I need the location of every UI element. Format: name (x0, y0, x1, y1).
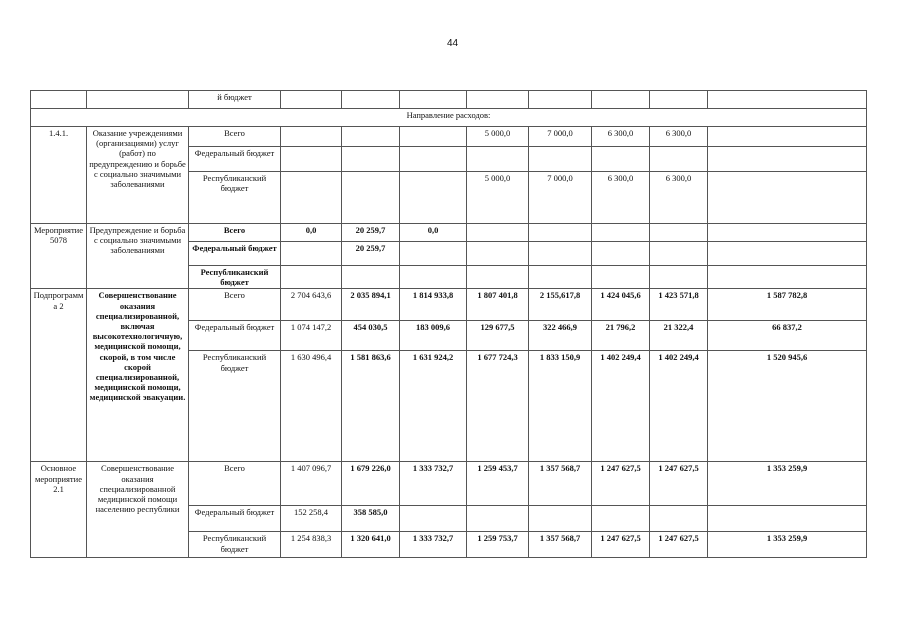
empty-cell (529, 224, 592, 242)
empty-cell (467, 224, 529, 242)
empty-cell (529, 147, 592, 172)
source-cell: Всего (189, 224, 281, 242)
row-code: Мероприятие 5078 (31, 224, 87, 289)
value-cell (400, 127, 467, 147)
empty-cell (467, 242, 529, 266)
value-cell (342, 172, 400, 224)
empty-cell (592, 242, 650, 266)
empty-cell (708, 266, 867, 289)
row-code: Основное мероприятие 2.1 (31, 462, 87, 558)
value-cell (400, 172, 467, 224)
empty-cell (650, 242, 708, 266)
empty-cell (342, 91, 400, 109)
table-row (31, 91, 867, 109)
empty-cell (592, 224, 650, 242)
empty-cell (281, 242, 342, 266)
empty-cell (592, 266, 650, 289)
table-row (31, 109, 867, 127)
empty-cell (31, 91, 87, 109)
row-code: 1.4.1. (31, 127, 87, 224)
value-cell: 1 320 641,0 (342, 532, 400, 558)
empty-cell (400, 91, 467, 109)
value-cell: 1 677 724,3 (467, 351, 529, 462)
source-cell: Федеральный бюджет (189, 506, 281, 532)
value-cell: 5 000,0 (467, 172, 529, 224)
value-cell: 2 155,617,8 (529, 289, 592, 321)
table-row (31, 462, 867, 506)
table-row (31, 127, 867, 147)
empty-cell (281, 147, 342, 172)
value-cell (281, 127, 342, 147)
value-cell (281, 172, 342, 224)
value-cell: 0,0 (281, 224, 342, 242)
value-cell: 21 322,4 (650, 321, 708, 351)
value-cell: 1 353 259,9 (708, 532, 867, 558)
source-cell: Федеральный бюджет (189, 147, 281, 172)
value-cell: 66 837,2 (708, 321, 867, 351)
empty-cell (467, 506, 529, 532)
empty-cell (592, 147, 650, 172)
value-cell: 2 035 894,1 (342, 289, 400, 321)
row-name: Оказание учреждениями (организациями) услуг (работ) по предупреждению и борьбе с социально значимыми заболеваниями (87, 127, 189, 224)
empty-cell (467, 91, 529, 109)
value-cell: 21 796,2 (592, 321, 650, 351)
value-cell: 1 247 627,5 (592, 462, 650, 506)
empty-cell (87, 91, 189, 109)
value-cell: 6 300,0 (650, 172, 708, 224)
empty-cell (342, 147, 400, 172)
value-cell: 1 587 782,8 (708, 289, 867, 321)
empty-cell (592, 91, 650, 109)
empty-cell (281, 91, 342, 109)
value-cell: 7 000,0 (529, 127, 592, 147)
section-heading: Направление расходов: (31, 109, 867, 127)
value-cell: 1 247 627,5 (650, 532, 708, 558)
value-cell: 1 254 838,3 (281, 532, 342, 558)
empty-cell (400, 147, 467, 172)
value-cell (342, 127, 400, 147)
row-name: Совершенствование оказания специализированной, включая высокотехнологичную, медицинской помощи, скорой, в том числе скорой специализированной, медицинской помощи, медицинской эвакуации. (87, 289, 189, 462)
value-cell: 1 357 568,7 (529, 532, 592, 558)
empty-cell (529, 266, 592, 289)
value-cell: 1 402 249,4 (650, 351, 708, 462)
value-cell: 1 259 453,7 (467, 462, 529, 506)
value-cell: 1 833 150,9 (529, 351, 592, 462)
source-cell: Федеральный бюджет (189, 321, 281, 351)
value-cell: 1 074 147,2 (281, 321, 342, 351)
empty-cell (529, 506, 592, 532)
value-cell: 1 630 496,4 (281, 351, 342, 462)
value-cell: 1 631 924,2 (400, 351, 467, 462)
empty-cell (400, 506, 467, 532)
row-name: Совершенствование оказания специализированной медицинской помощи населению республики (87, 462, 189, 558)
empty-cell (708, 224, 867, 242)
empty-cell (529, 91, 592, 109)
value-cell (708, 127, 867, 147)
page-number: 44 (446, 38, 459, 49)
value-cell: 1 402 249,4 (592, 351, 650, 462)
value-cell: 1 247 627,5 (592, 532, 650, 558)
value-cell: 1 679 226,0 (342, 462, 400, 506)
value-cell: 1 333 732,7 (400, 462, 467, 506)
empty-cell (650, 91, 708, 109)
value-cell: 7 000,0 (529, 172, 592, 224)
value-cell (708, 172, 867, 224)
source-cell: Республиканский бюджет (189, 172, 281, 224)
row-name: Предупреждение и борьба с социально значимыми заболеваниями (87, 224, 189, 289)
source-cell: Республиканский бюджет (189, 532, 281, 558)
source-cell: Всего (189, 127, 281, 147)
value-cell: 1 333 732,7 (400, 532, 467, 558)
value-cell: 1 423 571,8 (650, 289, 708, 321)
value-cell: 2 704 643,6 (281, 289, 342, 321)
value-cell: 1 259 753,7 (467, 532, 529, 558)
value-cell: 20 259,7 (342, 242, 400, 266)
row-code: Подпрограмма 2 (31, 289, 87, 462)
source-cell: Республиканский бюджет (189, 351, 281, 462)
value-cell: 1 247 627,5 (650, 462, 708, 506)
empty-cell (650, 506, 708, 532)
value-cell: 358 585,0 (342, 506, 400, 532)
value-cell: 1 807 401,8 (467, 289, 529, 321)
value-cell: 20 259,7 (342, 224, 400, 242)
empty-cell (281, 266, 342, 289)
budget-table (30, 90, 867, 558)
value-cell: 6 300,0 (592, 127, 650, 147)
value-cell: 6 300,0 (592, 172, 650, 224)
empty-cell (708, 506, 867, 532)
value-cell: 1 424 045,6 (592, 289, 650, 321)
empty-cell (708, 147, 867, 172)
source-cell: Республиканский бюджет (189, 266, 281, 289)
empty-cell (400, 266, 467, 289)
table-row (31, 289, 867, 321)
value-cell: 1 520 945,6 (708, 351, 867, 462)
value-cell: 1 407 096,7 (281, 462, 342, 506)
value-cell: 454 030,5 (342, 321, 400, 351)
value-cell: 129 677,5 (467, 321, 529, 351)
empty-cell (592, 506, 650, 532)
empty-cell (650, 266, 708, 289)
value-cell: 0,0 (400, 224, 467, 242)
empty-cell (400, 242, 467, 266)
value-cell: 322 466,9 (529, 321, 592, 351)
empty-cell (342, 266, 400, 289)
empty-cell (529, 242, 592, 266)
source-cell: Всего (189, 462, 281, 506)
value-cell: 1 581 863,6 (342, 351, 400, 462)
value-cell: 1 357 568,7 (529, 462, 592, 506)
value-cell: 5 000,0 (467, 127, 529, 147)
empty-cell (650, 224, 708, 242)
source-cell: й бюджет (189, 91, 281, 109)
empty-cell (467, 147, 529, 172)
value-cell: 6 300,0 (650, 127, 708, 147)
value-cell: 1 353 259,9 (708, 462, 867, 506)
source-cell: Всего (189, 289, 281, 321)
empty-cell (708, 242, 867, 266)
empty-cell (650, 147, 708, 172)
empty-cell (467, 266, 529, 289)
value-cell: 183 009,6 (400, 321, 467, 351)
value-cell: 152 258,4 (281, 506, 342, 532)
value-cell: 1 814 933,8 (400, 289, 467, 321)
table-row (31, 224, 867, 242)
empty-cell (708, 91, 867, 109)
source-cell: Федеральный бюджет (189, 242, 281, 266)
